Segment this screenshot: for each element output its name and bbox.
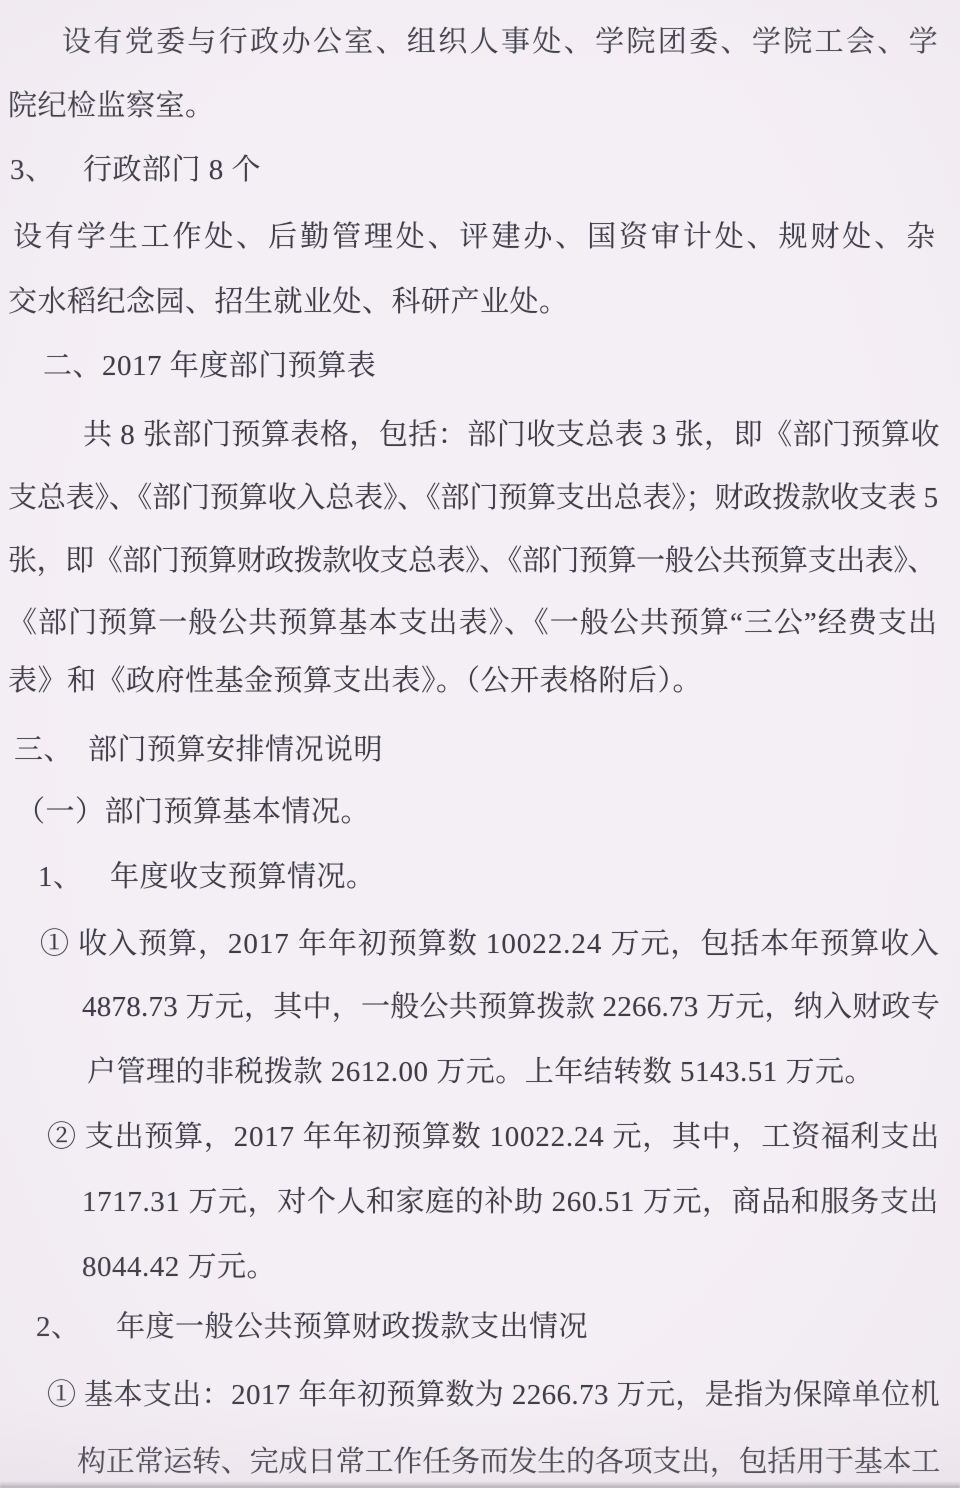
heading-budget-arrangement: 三、 部门预算安排情况说明 (14, 730, 383, 770)
para-budget-tables-line-1: 共 8 张部门预算表格，包括：部门收支总表 3 张，即《部门预算收 (83, 419, 940, 451)
para-budget-tables-line-2: 支总表》、《部门预算收入总表》、《部门预算支出总表》；财政拨款收支表 5 (8, 482, 938, 514)
para-admin-departments-line-1: 设有学生工作处、后勤管理处、评建办、国资审计处、规财处、杂 (13, 221, 938, 253)
list-number: 1、 (38, 861, 83, 893)
para-expenditure-budget-line-1: ② 支出预算，2017 年年初预算数 10022.24 元，其中，工资福利支出 (47, 1121, 940, 1153)
heading-admin-departments: 3、 行政部门 8 个 (10, 150, 261, 190)
scan-bottom-edge (0, 1481, 960, 1488)
list-number: 2、 (36, 1311, 81, 1343)
heading-2017-budget-tables: 二、2017 年度部门预算表 (43, 350, 377, 382)
para-budget-tables-line-3: 张，即《部门预算财政拨款收支总表》、《部门预算一般公共预算支出表》、 (8, 545, 936, 577)
list-number: 三、 (14, 734, 74, 766)
para-revenue-budget-line-3: 户管理的非税拨款 2612.00 万元。上年结转数 5143.51 万元。 (87, 1056, 875, 1088)
para-budget-tables-line-5: 表》和《政府性基金预算支出表》。（公开表格附后）。 (8, 665, 703, 697)
para-expenditure-budget-line-3: 8044.42 万元。 (82, 1251, 277, 1283)
subheading-budget-basic-situation: （一）部门预算基本情况。 (16, 796, 371, 828)
para-party-admin-offices-line-1: 设有党委与行政办公室、组织人事处、学院团委、学院工会、学 (62, 26, 940, 58)
list-number: 3、 (10, 154, 55, 186)
subheading-general-public-budget-expenditure: 2、 年度一般公共预算财政拨款支出情况 (36, 1307, 588, 1347)
subheading-annual-revenue-expenditure: 1、 年度收支预算情况。 (38, 857, 376, 897)
para-party-admin-offices-line-2: 院纪检监察室。 (8, 90, 215, 122)
para-revenue-budget-line-2: 4878.73 万元，其中，一般公共预算拨款 2266.73 万元，纳入财政专 (82, 991, 940, 1023)
para-basic-expenditure-line-1: ① 基本支出：2017 年年初预算数为 2266.73 万元，是指为保障单位机 (47, 1379, 940, 1411)
para-revenue-budget-line-1: ① 收入预算，2017 年年初预算数 10022.24 万元，包括本年预算收入 (40, 928, 940, 960)
para-expenditure-budget-line-2: 1717.31 万元，对个人和家庭的补助 260.51 万元，商品和服务支出 (82, 1186, 939, 1218)
para-admin-departments-line-2: 交水稻纪念园、招生就业处、科研产业处。 (8, 286, 569, 318)
para-basic-expenditure-line-2: 构正常运转、完成日常工作任务而发生的各项支出，包括用于基本工 (77, 1446, 940, 1478)
para-budget-tables-line-4: 《部门预算一般公共预算基本支出表》、《一般公共预算“三公”经费支出 (8, 607, 938, 639)
